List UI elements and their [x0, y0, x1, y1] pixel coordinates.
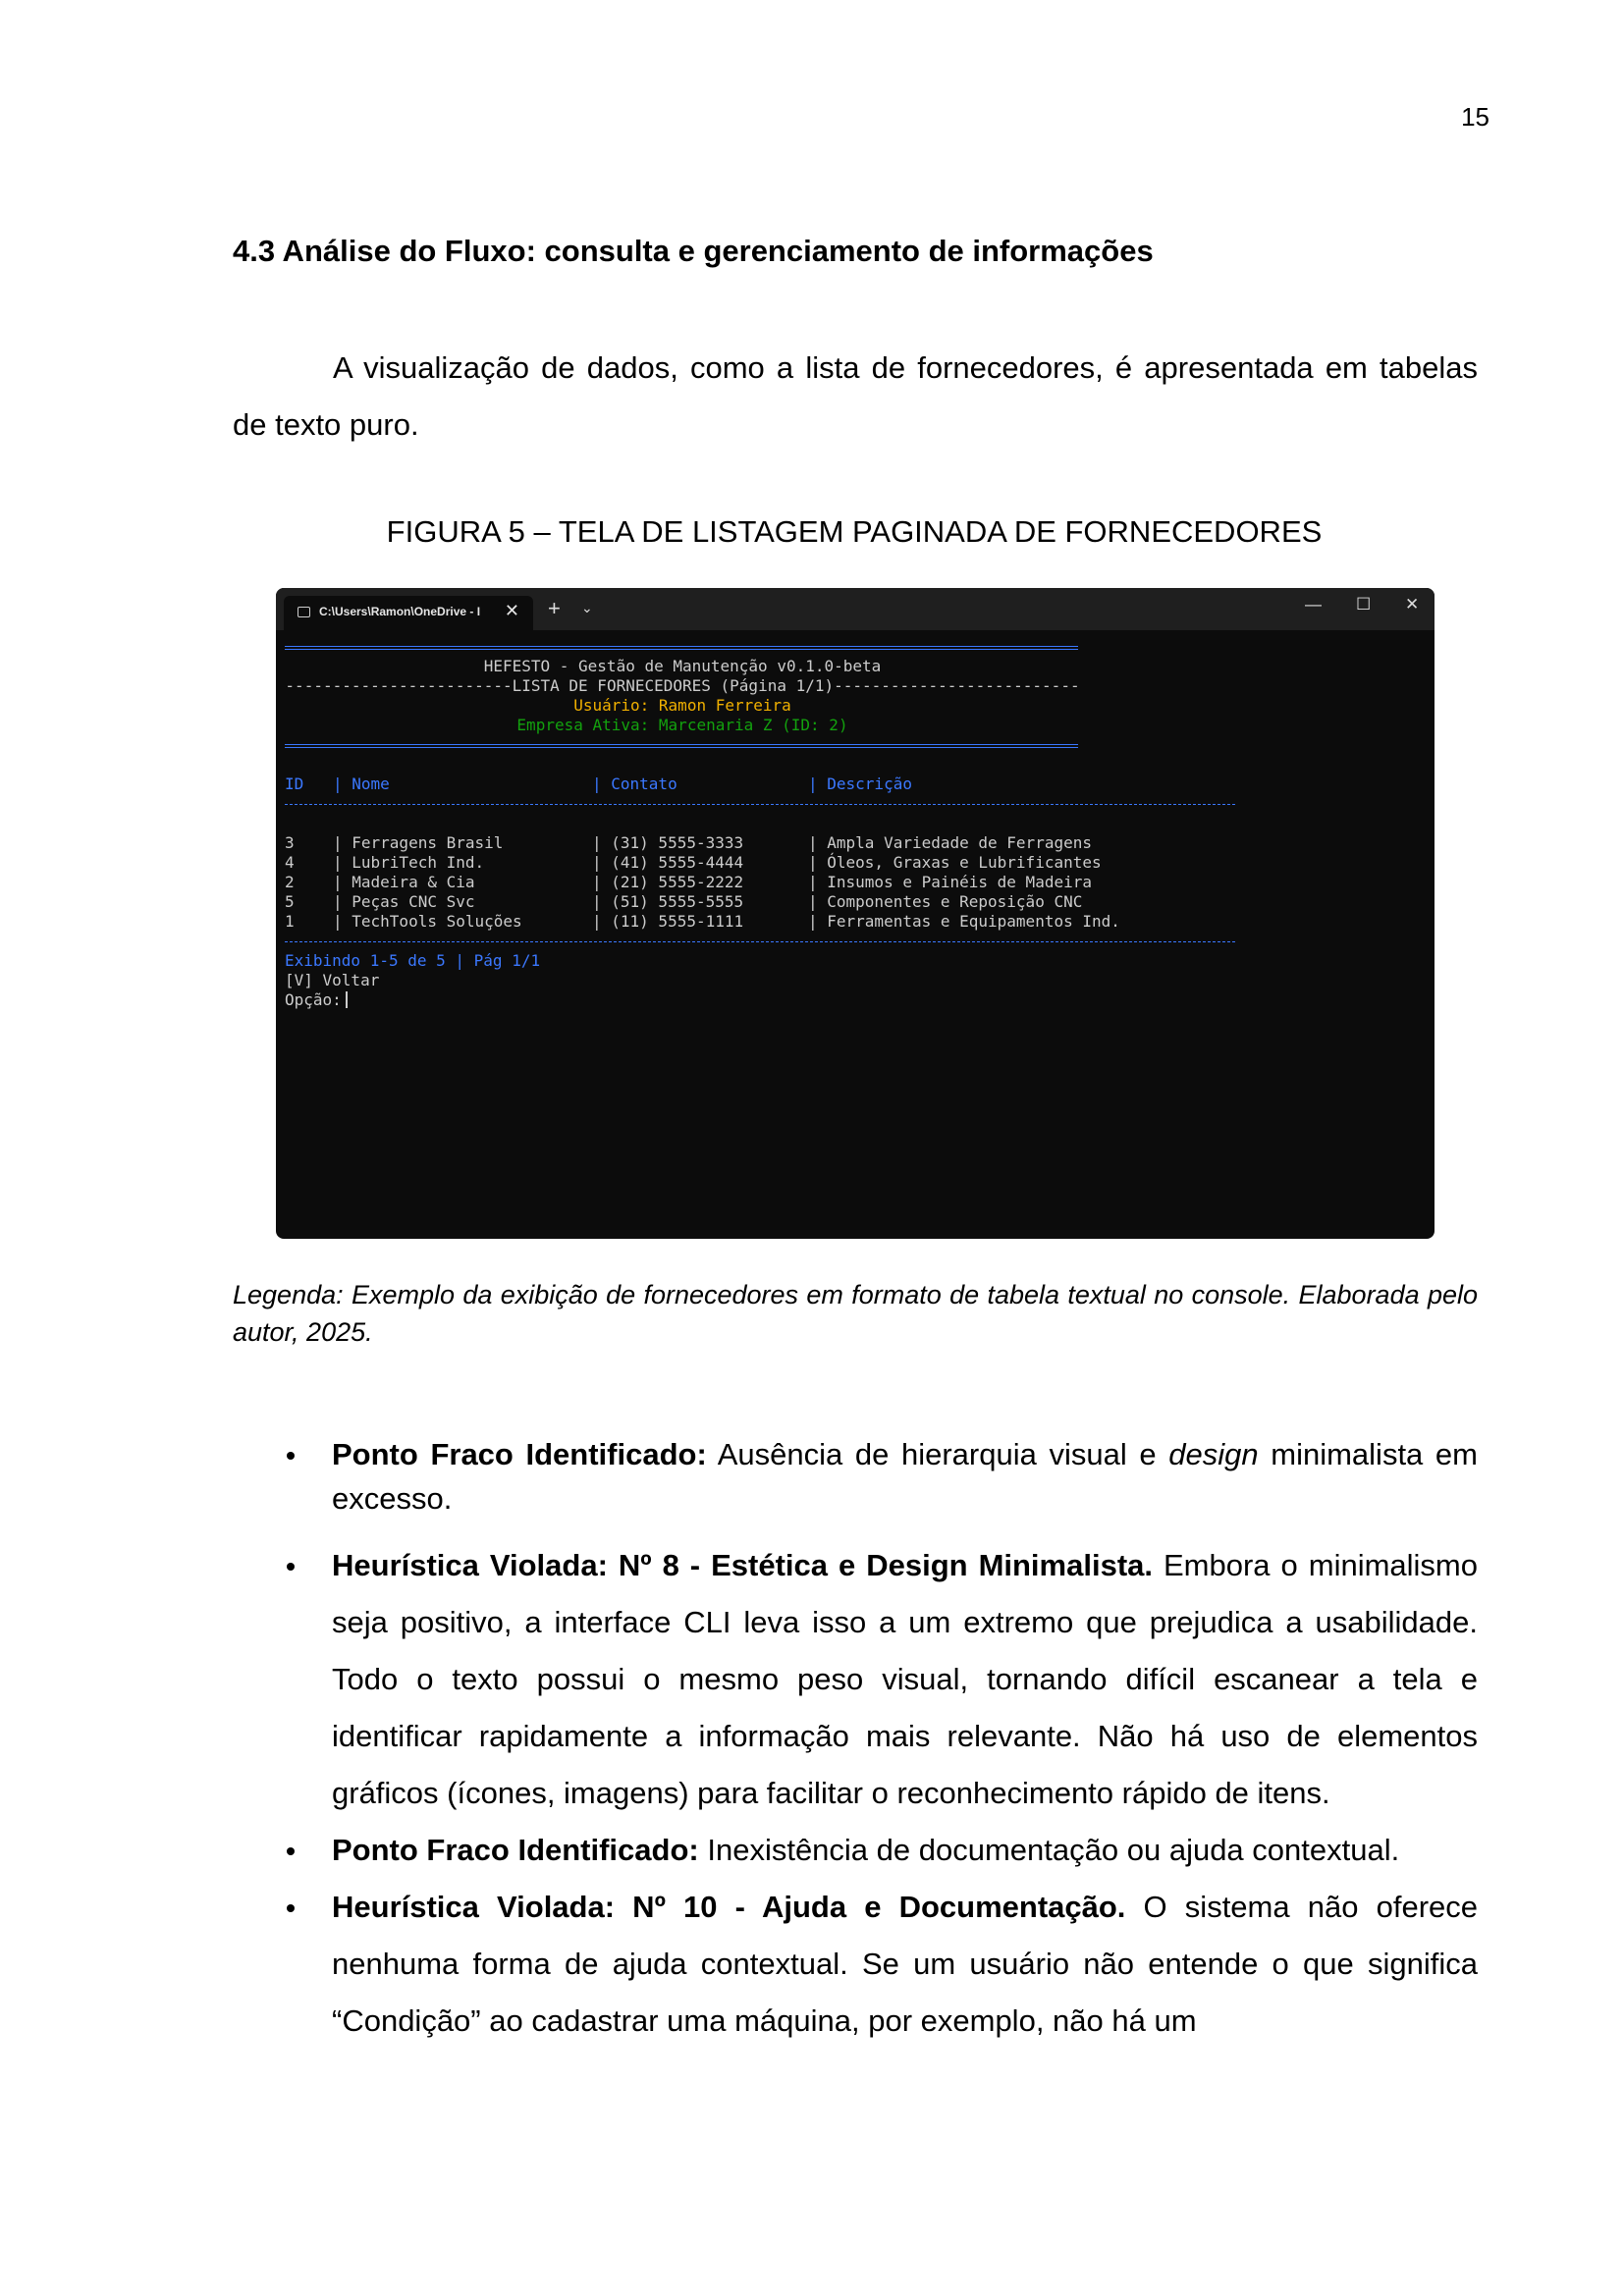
terminal-titlebar — [276, 588, 1435, 630]
page-number: 15 — [1461, 102, 1489, 132]
table-row — [285, 892, 1424, 912]
app-title: HEFESTO - Gestão de Manutenção v0.1.0-beta — [483, 657, 882, 675]
prompt-label: Opção: — [285, 990, 342, 1009]
table-row — [285, 833, 1424, 853]
bullet-bold: Heurística Violada: Nº 8 - Estética e Design Minimalista. — [332, 1548, 1153, 1582]
bullet-text: Ausência de hierarquia visual e — [706, 1437, 1169, 1471]
list-item — [233, 1432, 1478, 1521]
console-output — [285, 637, 1424, 1010]
bullet-text: minimalista em excesso. — [332, 1437, 1478, 1516]
cell-name: | Ferragens Brasil — [333, 833, 504, 852]
dashed-rule — [285, 932, 1424, 951]
cell-id: 2 — [285, 873, 295, 891]
pagination-status: Exibindo 1-5 de 5 | Pág 1/1 — [285, 951, 541, 970]
cell-name: | Peças CNC Svc — [333, 892, 475, 911]
close-button[interactable]: ✕ — [1405, 595, 1420, 614]
minimize-button[interactable]: — — [1305, 595, 1322, 614]
section-heading: 4.3 Análise do Fluxo: consulta e gerenciamento de informações — [233, 234, 1154, 268]
tab-title: C:\Users\Ramon\OneDrive - I — [319, 605, 481, 618]
cell-description: | Componentes e Reposição CNC — [808, 892, 1083, 911]
cell-description: | Óleos, Graxas e Lubrificantes — [808, 853, 1102, 872]
bullet-bold: Ponto Fraco Identificado: — [332, 1437, 707, 1471]
column-header: ID — [285, 774, 304, 793]
column-header: | Descrição — [808, 774, 912, 793]
new-tab-button[interactable]: + — [548, 596, 561, 620]
cell-name: | TechTools Soluções — [333, 912, 522, 931]
bullet-text: Inexistência de documentação ou ajuda contextual. — [698, 1833, 1400, 1867]
bullet-text: O sistema não oferece nenhuma forma de ajuda contextual. Se um usuário não entende o que significa “Condição” ao cadastrar uma máquina, por exemplo, não há um — [332, 1890, 1478, 2038]
terminal-tab[interactable] — [284, 596, 533, 630]
column-header: | Nome — [333, 774, 390, 793]
bullet-bold: Heurística Violada: Nº 10 - Ajuda e Documentação. — [332, 1890, 1126, 1924]
list-item — [233, 1822, 1478, 1879]
table-row — [285, 912, 1424, 932]
text-cursor — [346, 991, 348, 1008]
list-item — [233, 1537, 1478, 1822]
list-item — [233, 1879, 1478, 2050]
maximize-button[interactable]: ☐ — [1356, 595, 1372, 614]
table-header — [285, 774, 1424, 794]
figure-caption: Legenda: Exemplo da exibição de fornecedores em formato de tabela textual no console. Elaborada pelo autor, 2025. — [233, 1280, 1478, 1347]
user-line: Usuário: Ramon Ferreira — [573, 696, 791, 715]
cell-contact: | (51) 5555-5555 — [592, 892, 744, 911]
dashed-rule — [285, 794, 1424, 814]
double-rule — [285, 735, 1424, 755]
tab-close-icon[interactable]: ✕ — [504, 601, 519, 620]
option-prompt[interactable] — [285, 990, 1424, 1010]
terminal-screenshot — [276, 588, 1435, 1239]
double-rule — [285, 637, 1424, 657]
column-header: | Contato — [592, 774, 677, 793]
cell-name: | LubriTech Ind. — [333, 853, 485, 872]
cell-id: 5 — [285, 892, 295, 911]
cell-contact: | (21) 5555-2222 — [592, 873, 744, 891]
terminal-icon — [298, 607, 310, 617]
bullet-bold: Ponto Fraco Identificado: — [332, 1833, 699, 1867]
bullet-list — [233, 1432, 1478, 2050]
table-row — [285, 853, 1424, 873]
cell-contact: | (31) 5555-3333 — [592, 833, 744, 852]
chevron-down-icon[interactable]: ⌄ — [581, 600, 593, 615]
cell-contact: | (11) 5555-1111 — [592, 912, 744, 931]
intro-paragraph: A visualização de dados, como a lista de fornecedores, é apresentada em tabelas de texto puro. — [233, 350, 1478, 442]
cell-id: 1 — [285, 912, 295, 931]
cell-description: | Ferramentas e Equipamentos Ind. — [808, 912, 1120, 931]
bullet-text: Embora o minimalismo seja positivo, a interface CLI leva isso a um extremo que prejudica a usabilidade. Todo o texto possui o mesmo peso visual, tornando difícil escanear a tela e identificar rapidamente a informação mais relevante. Não há uso de elementos gráficos (ícones, imagens) para facilitar o reconhecimento rápido de itens. — [332, 1548, 1478, 1810]
bullet-italic: design — [1168, 1437, 1259, 1471]
company-line: Empresa Ativa: Marcenaria Z (ID: 2) — [516, 716, 848, 734]
figure-title: FIGURA 5 – TELA DE LISTAGEM PAGINADA DE FORNECEDORES — [386, 514, 1323, 549]
cell-description: | Insumos e Painéis de Madeira — [808, 873, 1092, 891]
cell-contact: | (41) 5555-4444 — [592, 853, 744, 872]
cell-id: 3 — [285, 833, 295, 852]
back-option[interactable]: [V] Voltar — [285, 971, 380, 989]
cell-name: | Madeira & Cia — [333, 873, 475, 891]
cell-description: | Ampla Variedade de Ferragens — [808, 833, 1092, 852]
list-title: ------------------------LISTA DE FORNECEDORES (Página 1/1)-------------------------- — [285, 676, 1080, 695]
table-row — [285, 873, 1424, 892]
cell-id: 4 — [285, 853, 295, 872]
